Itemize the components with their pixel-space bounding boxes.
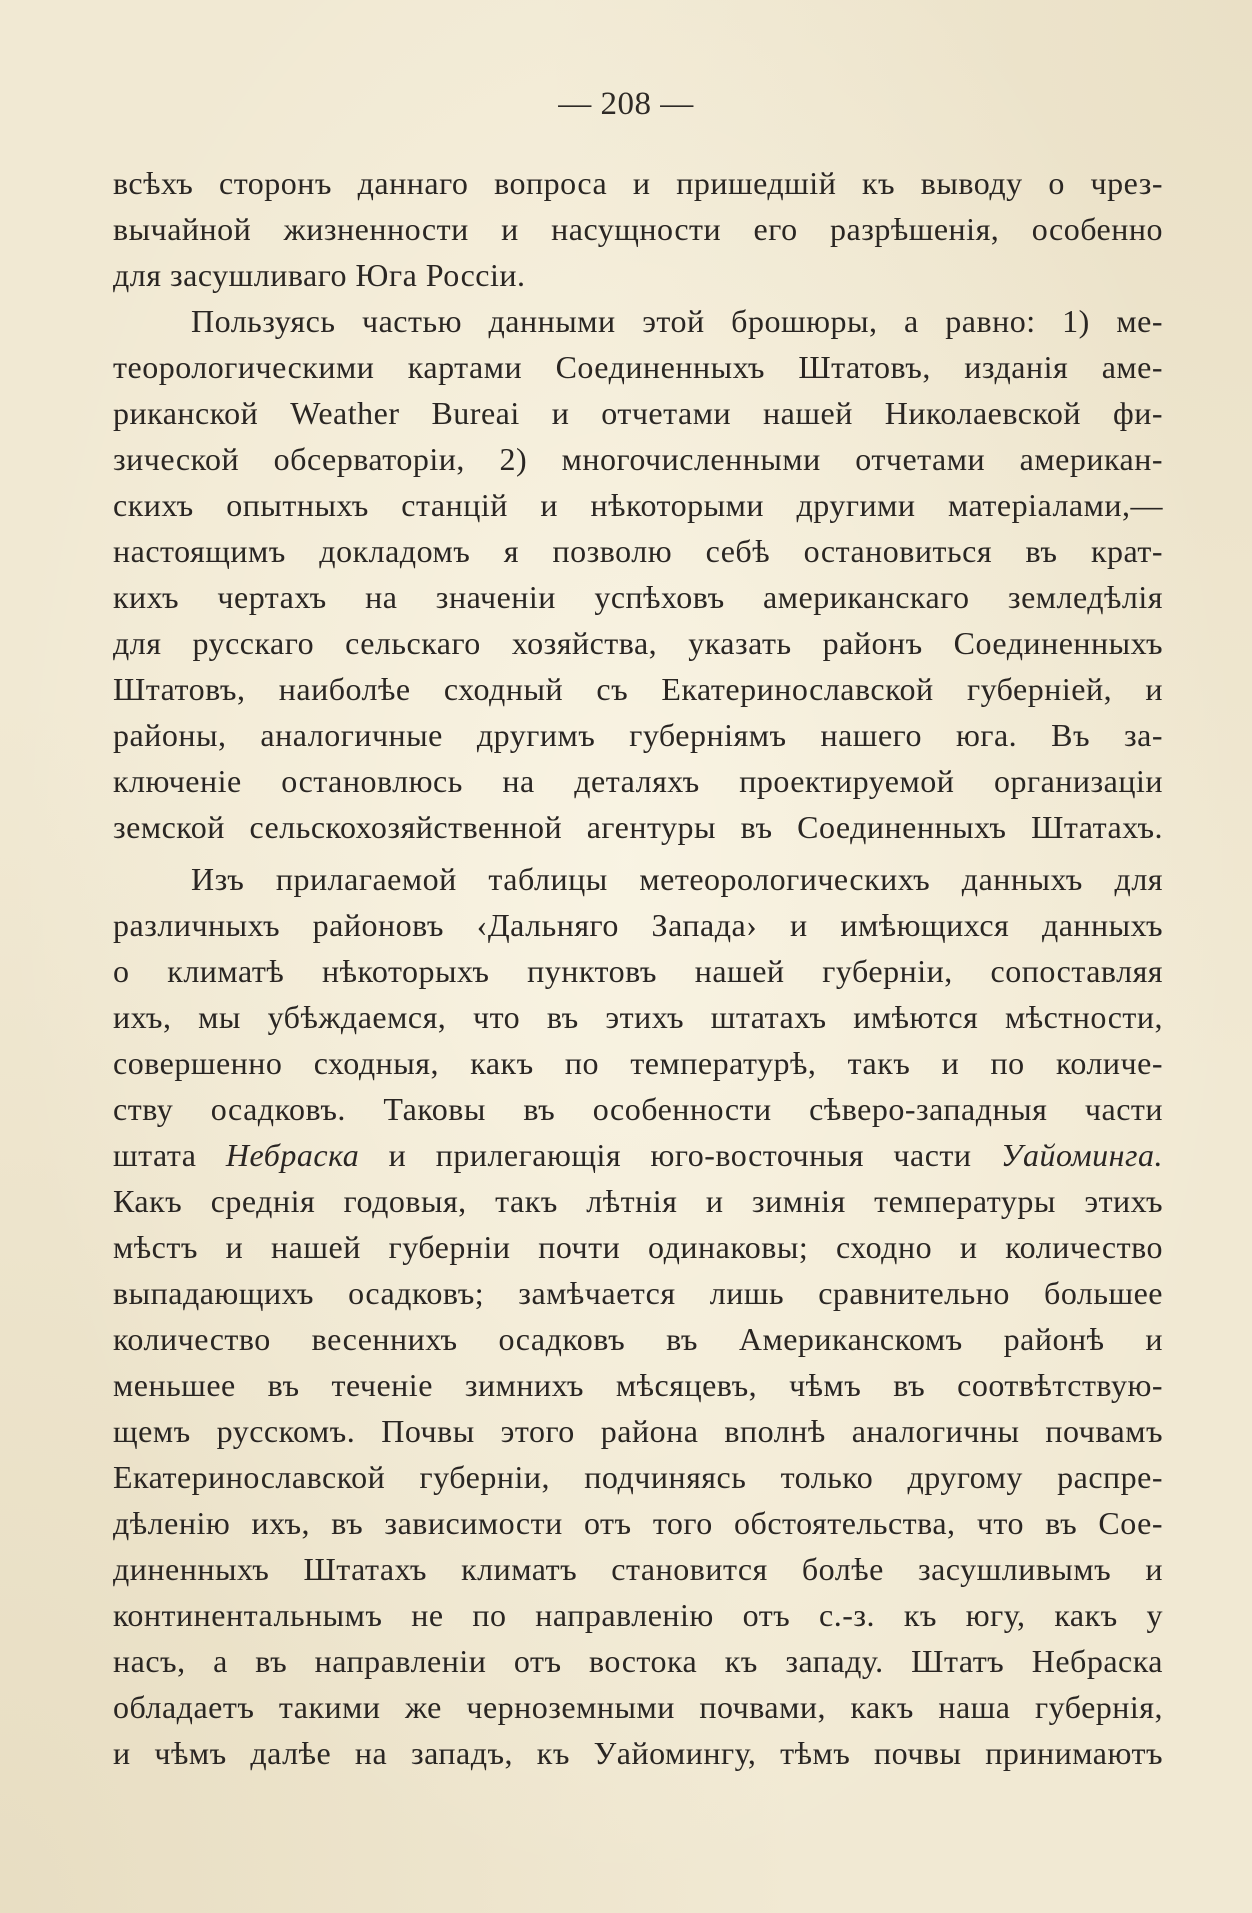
text-line: насъ, а въ направленіи отъ востока къ западу. Штатъ Небраска bbox=[113, 1643, 1163, 1679]
paragraph-3 bbox=[113, 856, 1163, 1776]
text-line: различныхъ районовъ ‹Дальняго Запада› и имѣющихся данныхъ bbox=[113, 907, 1163, 943]
italic-place-name: Небраска bbox=[225, 1137, 360, 1173]
text-line: теорологическими картами Соединенныхъ Штатовъ, изданія аме- bbox=[113, 349, 1163, 385]
text-line: для засушливаго Юга Россіи. bbox=[113, 257, 526, 293]
text-line: обладаетъ такими же черноземными почвами, какъ наша губернія, bbox=[113, 1689, 1163, 1725]
text-line: совершенно сходныя, какъ по температурѣ, такъ и по количе- bbox=[113, 1045, 1163, 1081]
text-line: о климатѣ нѣкоторыхъ пунктовъ нашей губерніи, сопоставляя bbox=[113, 953, 1163, 989]
text-line: ству осадковъ. Таковы въ особенности сѣверо-западныя части bbox=[113, 1091, 1163, 1127]
text-line: настоящимъ докладомъ я позволю себѣ остановиться въ крат- bbox=[113, 533, 1163, 569]
text-line: и чѣмъ далѣе на западъ, къ Уайомингу, тѣмъ почвы принимаютъ bbox=[113, 1735, 1163, 1771]
text-line: всѣхъ сторонъ даннаго вопроса и пришедшій къ выводу о чрез- bbox=[113, 165, 1163, 201]
text-line: вычайной жизненности и насущности его разрѣшенія, особенно bbox=[113, 211, 1163, 247]
text-line: ключеніе остановлюсь на деталяхъ проектируемой организаціи bbox=[113, 763, 1163, 799]
text-line: Какъ среднія годовыя, такъ лѣтнія и зимнія температуры этихъ bbox=[113, 1183, 1163, 1219]
text-line: для русскаго сельскаго хозяйства, указать районъ Соединенныхъ bbox=[113, 625, 1163, 661]
text-line: кихъ чертахъ на значеніи успѣховъ американскаго земледѣлія bbox=[113, 579, 1163, 615]
text-line: зической обсерваторіи, 2) многочисленными отчетами американ- bbox=[113, 441, 1163, 477]
text-segment: и прилегающія юго-восточныя части bbox=[359, 1137, 1001, 1173]
text-line: мѣстъ и нашей губерніи почти одинаковы; сходно и количество bbox=[113, 1229, 1163, 1265]
text-line: скихъ опытныхъ станцій и нѣкоторыми другими матеріалами,— bbox=[113, 487, 1163, 523]
text-line: ихъ, мы убѣждаемся, что въ этихъ штатахъ имѣются мѣстности, bbox=[113, 999, 1163, 1035]
text-line: диненныхъ Штатахъ климатъ становится болѣе засушливымъ и bbox=[113, 1551, 1163, 1587]
text-line: континентальнымъ не по направленію отъ с.-з. къ югу, какъ у bbox=[113, 1597, 1163, 1633]
text-line: меньшее въ теченіе зимнихъ мѣсяцевъ, чѣмъ въ соотвѣтствую- bbox=[113, 1367, 1163, 1403]
page-number: — 208 — bbox=[558, 86, 694, 122]
body-text bbox=[113, 160, 1163, 1776]
paragraph-1 bbox=[113, 160, 1163, 298]
text-line: Пользуясь частью данными этой брошюры, а равно: 1) ме- bbox=[191, 303, 1163, 339]
paragraph-2 bbox=[113, 298, 1163, 850]
text-line: выпадающихъ осадковъ; замѣчается лишь сравнительно большее bbox=[113, 1275, 1163, 1311]
text-line: земской сельскохозяйственной агентуры въ Соединенныхъ Штатахъ. bbox=[113, 809, 1163, 845]
text-line: количество весеннихъ осадковъ въ Американскомъ районѣ и bbox=[113, 1321, 1163, 1357]
text-line: районы, аналогичные другимъ губерніямъ нашего юга. Въ за- bbox=[113, 717, 1163, 753]
text-line: риканской Weather Bureai и отчетами нашей Николаевской фи- bbox=[113, 395, 1163, 431]
italic-place-name: Уайоминга. bbox=[1000, 1137, 1163, 1173]
text-line: Штатовъ, наиболѣе сходный съ Екатеринославской губерніей, и bbox=[113, 671, 1163, 707]
text-line: Изъ прилагаемой таблицы метеорологическихъ данныхъ для bbox=[191, 861, 1163, 897]
text-line: щемъ русскомъ. Почвы этого района вполнѣ аналогичны почвамъ bbox=[113, 1413, 1163, 1449]
text-line: Екатеринославской губерніи, подчиняясь только другому распре- bbox=[113, 1459, 1163, 1495]
text-line: дѣленію ихъ, въ зависимости отъ того обстоятельства, что въ Сое- bbox=[113, 1505, 1163, 1541]
text-line bbox=[113, 1132, 1163, 1178]
text-segment: штата bbox=[113, 1137, 226, 1173]
